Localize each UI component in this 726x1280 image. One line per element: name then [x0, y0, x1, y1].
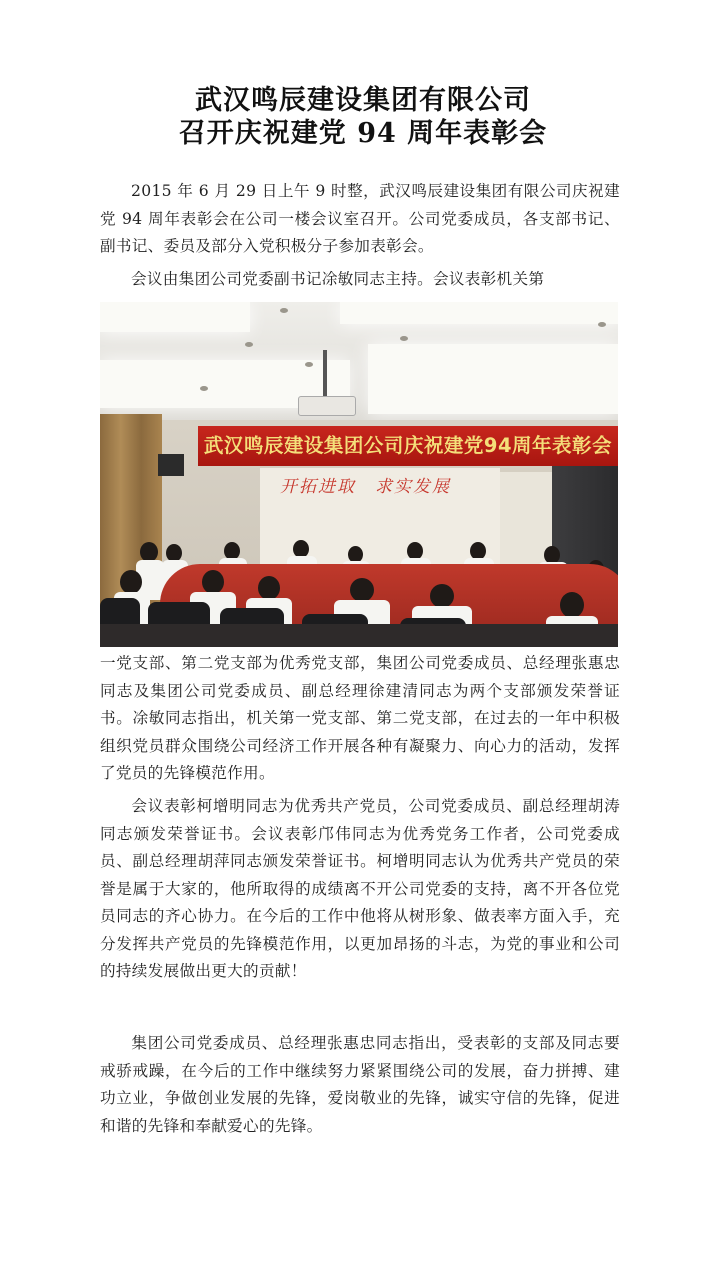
ceiling-spot	[598, 322, 606, 327]
ceiling-spot	[280, 308, 288, 313]
slogan: 开拓进取 求实发展	[280, 477, 451, 497]
paragraph-4	[100, 1030, 620, 1150]
paragraph-2-start	[100, 266, 620, 294]
paragraph-2-continued: 一党支部、第二党支部为优秀党支部，集团公司党委成员、总经理张惠忠同志及集团公司党委成员、副总经理徐建清同志为两个支部颁发荣誉证书。凃敏同志指出，机关第一党支部、第二党支部，在过去的一年中积极组织党员群众围绕公司经济工作开展各种有凝聚力、向心力的活动，发挥了党员的先锋模范作用。	[100, 654, 620, 782]
ceiling-light	[100, 302, 250, 332]
projector-mount	[323, 350, 327, 398]
banner: 武汉鸣辰建设集团公司庆祝建党94周年表彰会	[198, 426, 618, 466]
ceiling-light	[368, 344, 618, 414]
paragraph-1	[100, 178, 620, 266]
title-line-1: 武汉鸣辰建设集团有限公司	[195, 85, 531, 116]
ceiling-spot	[200, 386, 208, 391]
paragraph-3-text: 会议表彰柯增明同志为优秀共产党员，公司党委成员、副总经理胡涛同志颁发荣誉证书。会议表彰邝伟同志为优秀党务工作者，公司党委成员、副总经理胡萍同志颁发荣誉证书。柯增明同志认为优秀共产党员的荣誉是属于大家的，他所取得的成绩离不开公司党委的支持，离不开各位党员同志的齐心协力。在今后的工作中他将从树形象、做表率方面入手，充分发挥共产党员的先锋模范作用，以更加昂扬的斗志，为党的事业和公司的持续发展做出更大的贡献！	[100, 797, 620, 980]
ceiling-light	[340, 302, 618, 324]
meeting-photo	[100, 302, 618, 647]
paragraph-3	[100, 793, 620, 1018]
paragraph-2-start-text: 会议由集团公司党委副书记凃敏同志主持。会议表彰机关第	[131, 270, 545, 288]
paragraph-4-text: 集团公司党委成员、总经理张惠忠同志指出，受表彰的支部及同志要戒骄戒躁，在今后的工作中继续努力紧紧围绕公司的发展，奋力拼搏、建功立业，争做创业发展的先锋，爱岗敬业的先锋，诚实守信的先锋，促进和谐的先锋和奉献爱心的先锋。	[100, 1034, 620, 1135]
projector	[298, 396, 356, 416]
ceiling-spot	[305, 362, 313, 367]
title-line-2: 召开庆祝建党 94 周年表彰会	[178, 118, 548, 149]
paragraph-1-text: 2015 年 6 月 29 日上午 9 时整，武汉鸣辰建设集团有限公司庆祝建党 94 周年表彰会在公司一楼会议室召开。公司党委成员，各支部书记、副书记、委员及部分入党积极分子参加表彰会。	[100, 182, 620, 255]
ceiling-spot	[245, 342, 253, 347]
floor	[100, 624, 618, 647]
ceiling-spot	[400, 336, 408, 341]
speaker	[158, 454, 184, 476]
